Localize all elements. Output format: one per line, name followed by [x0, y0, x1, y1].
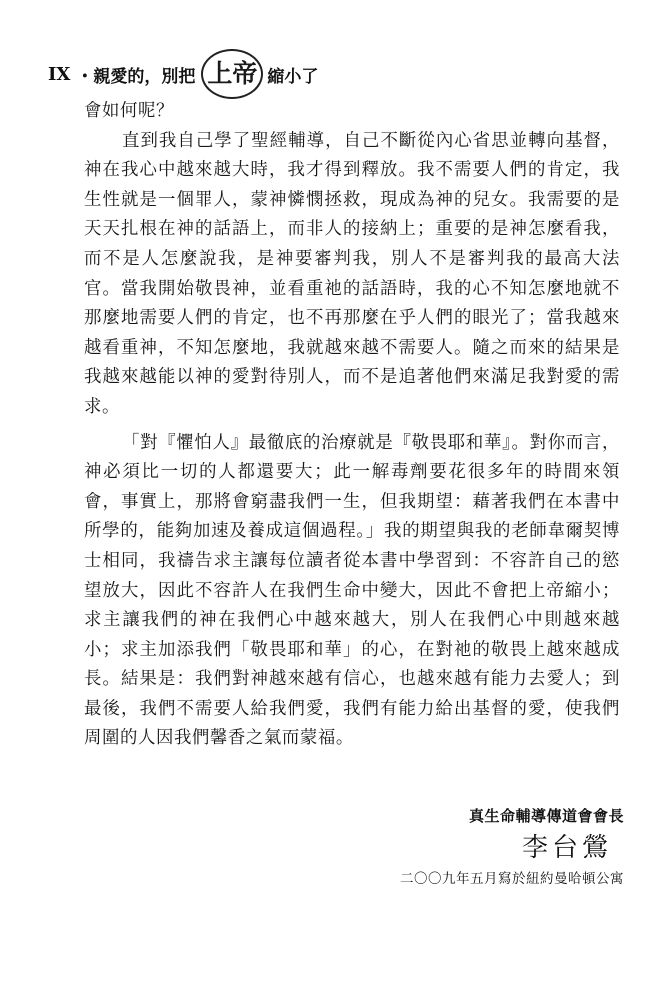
chapter-number: IX: [48, 63, 71, 85]
paragraph: 直到我自己學了聖經輔導，自己不斷從內心省思並轉向基督，神在我心中越來越大時，我才得到釋放。我不需要人們的肯定，我生性就是一個罪人，蒙神憐憫拯救，現成為神的兒女。我需要的是天天扎根在神的話語上，而非人的接納上；重要的是神怎麼看我，而不是人怎麼說我，是神要審判我，別人不是審判我的最高大法官。當我開始敬畏神，並看重祂的話語時，我的心不知怎麼地就不那麼地需要人們的肯定，也不再那麼在乎人們的眼光了；當我越來越看重神，不知怎麼地，我就越來越不需要人。隨之而來的結果是我越來越能以神的愛對待別人，而不是追著他們來滿足我對愛的需求。: [84, 130, 620, 417]
header-title-part1: ・親愛的，別把: [76, 66, 196, 87]
running-header: [48, 44, 318, 104]
header-title-part2: 縮小了: [267, 66, 319, 87]
paragraph-continuation: 會如何呢？: [84, 101, 174, 121]
signature-name: 李台鶯: [521, 833, 612, 863]
paragraph: 「對『懼怕人』最徹底的治療就是『敬畏耶和華』。對你而言，神必須比一切的人都還要大；此一解毒劑要花很多年的時間來領會，事實上，那將會窮盡我們一生，但我期望：藉著我們在本書中所學的，能夠加速及養成這個過程。」我的期望與我的老師韋爾契博士相同，我禱告求主讓每位讀者從本書中學習到：不容許自己的慾望放大，因此不容許人在我們生命中變大，因此不會把上帝縮小；求主讓我們的神在我們心中越來越大，別人在我們心中則越來越小；求主加添我們「敬畏耶和華」的心，在對祂的敬畏上越來越成長。結果是：我們對神越來越有信心，也越來越有能力去愛人；到最後，我們不需要人給我們愛，我們有能力給出基督的愛，使我們周圍的人因我們馨香之氣而蒙福。: [84, 432, 620, 749]
signature-organization: 真生命輔導傳道會會長: [468, 807, 624, 825]
header-emphasis-circle: 上帝: [201, 49, 263, 99]
body-text: [84, 97, 620, 754]
signature-date: 二〇〇九年五月寫於紐約曼哈頓公寓: [400, 871, 624, 887]
